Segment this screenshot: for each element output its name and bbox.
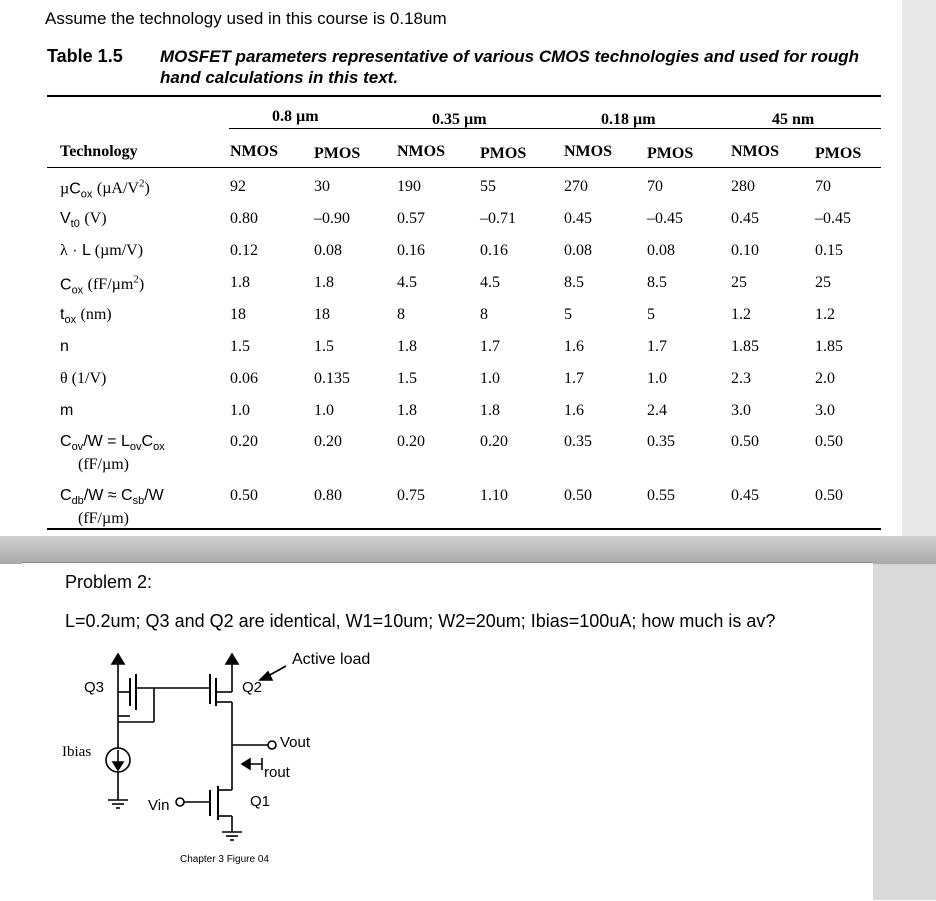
table-cell: 0.50: [815, 433, 843, 450]
param-label-cox: $C_{ox}$ (fF/µm$^2$): [60, 274, 145, 297]
column-header: Technology: [60, 143, 138, 160]
table-cell: 0.45: [564, 210, 592, 227]
table-cell: 1.6: [564, 402, 584, 419]
q3-label: Q3: [84, 679, 105, 696]
table-cell: 25: [815, 274, 831, 291]
table-cell: 0.08: [564, 242, 592, 259]
table-cell: 1.7: [647, 338, 667, 355]
table-cell: 70: [647, 178, 663, 195]
tech-group-header: 0.8 µm: [272, 108, 319, 125]
table-cell: 5: [647, 306, 655, 323]
column-header: NMOS: [731, 143, 779, 160]
table-label: Table 1.5: [47, 46, 123, 66]
table-cell: 1.0: [480, 370, 500, 387]
table-cell: 1.0: [314, 402, 334, 419]
table-cell: 0.35: [564, 433, 592, 450]
tech-group-header: 45 nm: [772, 111, 815, 128]
page-margin: [902, 0, 936, 536]
table-cell: 30: [314, 178, 330, 195]
table-cell: 0.55: [647, 487, 675, 504]
table-cell: 270: [564, 178, 588, 195]
header-rule: [47, 167, 881, 168]
table-cell: 280: [731, 178, 755, 195]
table-cell: 8.5: [647, 274, 667, 291]
param-label-cdb: $C_{db}/W \approx C_{sb}/W$: [60, 487, 164, 508]
table-cell: 0.80: [314, 487, 342, 504]
circuit-diagram: [50, 640, 390, 870]
table-cell: 18: [230, 306, 246, 323]
table-cell: 4.5: [397, 274, 417, 291]
q2-label: Q2: [242, 679, 263, 696]
table-cell: 25: [731, 274, 747, 291]
active-load-label: Active load: [292, 651, 371, 668]
table-cell: 1.2: [815, 306, 835, 323]
table-cell: 0.50: [815, 487, 843, 504]
table-cell: 0.08: [647, 242, 675, 259]
table-cell: 0.16: [397, 242, 425, 259]
vdd-arrow-icon: [226, 654, 238, 664]
table-cell: 0.20: [230, 433, 258, 450]
rout-arrow-icon: [242, 759, 250, 769]
table-cell: 1.5: [397, 370, 417, 387]
table-cell: 2.4: [647, 402, 667, 419]
table-cell: 2.3: [731, 370, 751, 387]
param-unit-cov: (fF/µm): [78, 456, 129, 473]
param-label-cov: $C_{ov}/W = L_{ov}C_{ox}$: [60, 433, 165, 454]
table-cell: 3.0: [815, 402, 835, 419]
table-cell: 0.35: [647, 433, 675, 450]
table-cell: 1.8: [397, 338, 417, 355]
table-cell: 0.10: [731, 242, 759, 259]
page-separator: [0, 536, 936, 564]
table-cell: 0.45: [731, 210, 759, 227]
vout-label: Vout: [280, 734, 311, 751]
table-cell: 0.50: [230, 487, 258, 504]
param-label-ucox: µC$_{ox}$ $(\mu A/V^2)$: [60, 178, 150, 201]
table-cell: 3.0: [731, 402, 751, 419]
table-cell: 0.20: [314, 433, 342, 450]
table-cell: 0.08: [314, 242, 342, 259]
table-cell: 18: [314, 306, 330, 323]
table-cell: 1.5: [230, 338, 250, 355]
param-label-theta: θ (1/V): [60, 370, 107, 387]
table-cell: 55: [480, 178, 496, 195]
column-header: PMOS: [815, 145, 862, 162]
table-cell: 1.85: [731, 338, 759, 355]
table-cell: 8: [397, 306, 405, 323]
param-label-n: n: [60, 338, 69, 355]
table-cell: 0.16: [480, 242, 508, 259]
column-header: PMOS: [647, 145, 694, 162]
table-cell: 1.10: [480, 487, 508, 504]
column-header: NMOS: [397, 143, 445, 160]
table-cell: 5: [564, 306, 572, 323]
column-header: NMOS: [564, 143, 612, 160]
intro-text: Assume the technology used in this course is 0.18um: [45, 9, 447, 28]
column-header: NMOS: [230, 143, 278, 160]
table-cell: –0.90: [314, 210, 350, 227]
table-cell: –0.45: [815, 210, 851, 227]
tech-group-header: 0.35 µm: [432, 111, 487, 128]
table-cell: 0.20: [397, 433, 425, 450]
page-margin: [873, 564, 936, 900]
table-cell: 1.7: [480, 338, 500, 355]
table-cell: 70: [815, 178, 831, 195]
table-cell: 0.15: [815, 242, 843, 259]
q1-label: Q1: [250, 793, 271, 810]
table-cell: 1.85: [815, 338, 843, 355]
table-cell: 92: [230, 178, 246, 195]
table-cell: 1.7: [564, 370, 584, 387]
table-cell: 1.8: [230, 274, 250, 291]
figure-caption: Chapter 3 Figure 04: [180, 854, 269, 865]
table-cell: 0.75: [397, 487, 425, 504]
ibias-label: Ibias: [62, 744, 92, 760]
table-cell: 0.12: [230, 242, 258, 259]
current-source-arrow-icon: [113, 762, 123, 770]
table-cell: 1.6: [564, 338, 584, 355]
param-label-m: m: [60, 402, 74, 419]
table-cell: 1.8: [480, 402, 500, 419]
param-label-vt0: $V_{t0}$ (V): [60, 210, 107, 231]
table-bottom-rule: [47, 528, 881, 530]
table-cell: 1.0: [647, 370, 667, 387]
table-cell: 1.0: [230, 402, 250, 419]
problem-title: Problem 2:: [65, 572, 153, 592]
table-cell: 1.2: [731, 306, 751, 323]
table-cell: 190: [397, 178, 421, 195]
table-cell: 0.80: [230, 210, 258, 227]
table-top-rule: [47, 95, 881, 97]
table-cell: 1.8: [397, 402, 417, 419]
table-cell: 4.5: [480, 274, 500, 291]
table-cell: 0.50: [731, 433, 759, 450]
vdd-arrow-icon: [112, 654, 124, 664]
column-header: PMOS: [314, 145, 361, 162]
vin-label: Vin: [148, 797, 170, 814]
table-cell: –0.71: [480, 210, 516, 227]
param-label-tox: $t_{ox}$ (nm): [60, 306, 112, 327]
tech-group-header: 0.18 µm: [601, 111, 656, 128]
table-cell: 1.8: [314, 274, 334, 291]
column-header: PMOS: [480, 145, 527, 162]
table-cell: 0.06: [230, 370, 258, 387]
table-cell: –0.45: [647, 210, 683, 227]
param-label-lambda: λ · L (µm/V): [60, 242, 144, 259]
table-cell: 0.57: [397, 210, 425, 227]
table-cell: 8: [480, 306, 488, 323]
table-cell: 8.5: [564, 274, 584, 291]
table-cell: 1.5: [314, 338, 334, 355]
table-caption: MOSFET parameters representative of various CMOS technologies and used for rough hand calculations in this text.: [160, 47, 860, 87]
param-unit-cdb: (fF/µm): [78, 510, 129, 527]
table-cell: 2.0: [815, 370, 835, 387]
table-cell: 0.20: [480, 433, 508, 450]
table-cell: 0.50: [564, 487, 592, 504]
problem-question: L=0.2um; Q3 and Q2 are identical, W1=10um; W2=20um; Ibias=100uA; how much is av?: [65, 611, 776, 631]
rout-label: rout: [264, 764, 290, 781]
table-cell: 0.135: [314, 370, 350, 387]
table-cell: 0.45: [731, 487, 759, 504]
